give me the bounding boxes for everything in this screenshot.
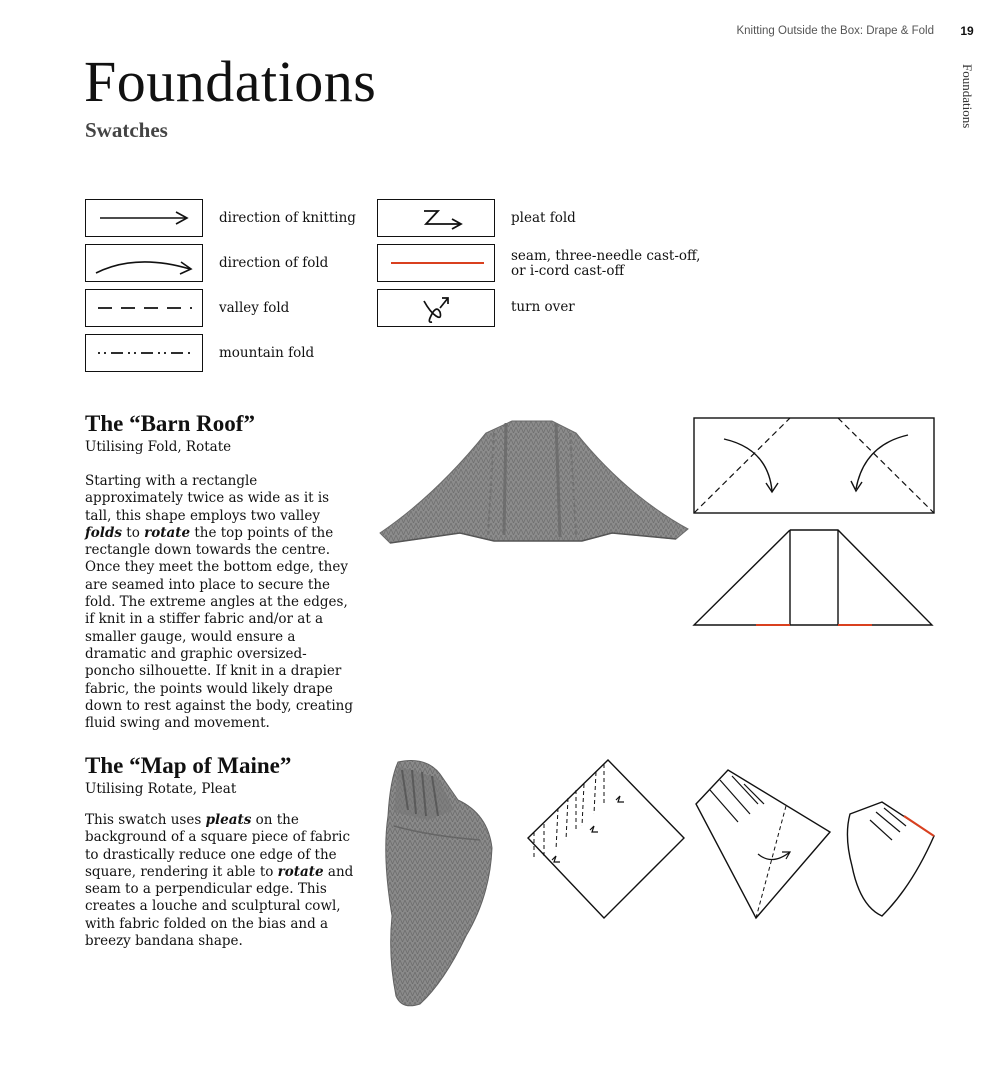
- barn-roof-swatch-photo: [376, 415, 692, 555]
- section-body-barn-roof: Starting with a rectangle approximately twice as wide as it is tall, this shape employs two valley folds to rotate the top points of the rectangle down towards the centre. Once they meet the bottom edge, they are seamed into place to secure the fold. The extreme angles at the edges, if knit in a stiffer fabric and/or at a smaller gauge, would ensure a dramatic and graphic oversized-poncho silhouette. If knit in a drapier fabric, the points would likely drape down to rest against the body, creating fluid swing and movement.: [85, 473, 353, 732]
- legend-label-pleat: pleat fold: [511, 210, 576, 226]
- section-subtitle-map-of-maine: Utilising Rotate, Pleat: [85, 781, 237, 797]
- section-title-map-of-maine: The “Map of Maine”: [85, 753, 292, 778]
- map-of-maine-diagram: [520, 756, 940, 926]
- zigzag-arrow-icon: [377, 199, 495, 237]
- red-line-icon: [377, 244, 495, 282]
- straight-arrow-icon: [85, 199, 203, 237]
- map-of-maine-swatch-photo: [380, 756, 505, 1012]
- section-subtitle-barn-roof: Utilising Fold, Rotate: [85, 439, 232, 455]
- section-body-map-of-maine: This swatch uses pleats on the background of a square piece of fabric to drastically reduce one edge of the square, rendering it able to rotate and seam to a perpendicular edge. This creates a louche and sculptural cowl, with fabric folded on the bias and a breezy bandana shape.: [85, 812, 354, 950]
- page-subtitle: Swatches: [85, 118, 168, 142]
- side-tab: Foundations: [960, 64, 975, 129]
- curved-arrow-icon: [85, 244, 203, 282]
- legend-label-mountain: mountain fold: [219, 345, 315, 361]
- dash-dot-line-icon: [85, 334, 203, 372]
- section-title-barn-roof: The “Barn Roof”: [85, 411, 255, 436]
- legend-label-turn-over: turn over: [511, 299, 575, 315]
- loop-arrow-icon: [377, 289, 495, 327]
- legend-label-seam: seam, three-needle cast-off, or i-cord cast-off: [511, 248, 701, 279]
- legend-label-fold-direction: direction of fold: [219, 255, 329, 271]
- legend-label-valley: valley fold: [219, 300, 290, 316]
- barn-roof-diagram: [690, 415, 940, 633]
- page-number: 19: [960, 24, 974, 38]
- dashed-line-icon: [85, 289, 203, 327]
- running-header: Knitting Outside the Box: Drape & Fold: [736, 25, 934, 37]
- legend-label-knitting: direction of knitting: [219, 210, 356, 226]
- page-title: Foundations: [84, 49, 377, 114]
